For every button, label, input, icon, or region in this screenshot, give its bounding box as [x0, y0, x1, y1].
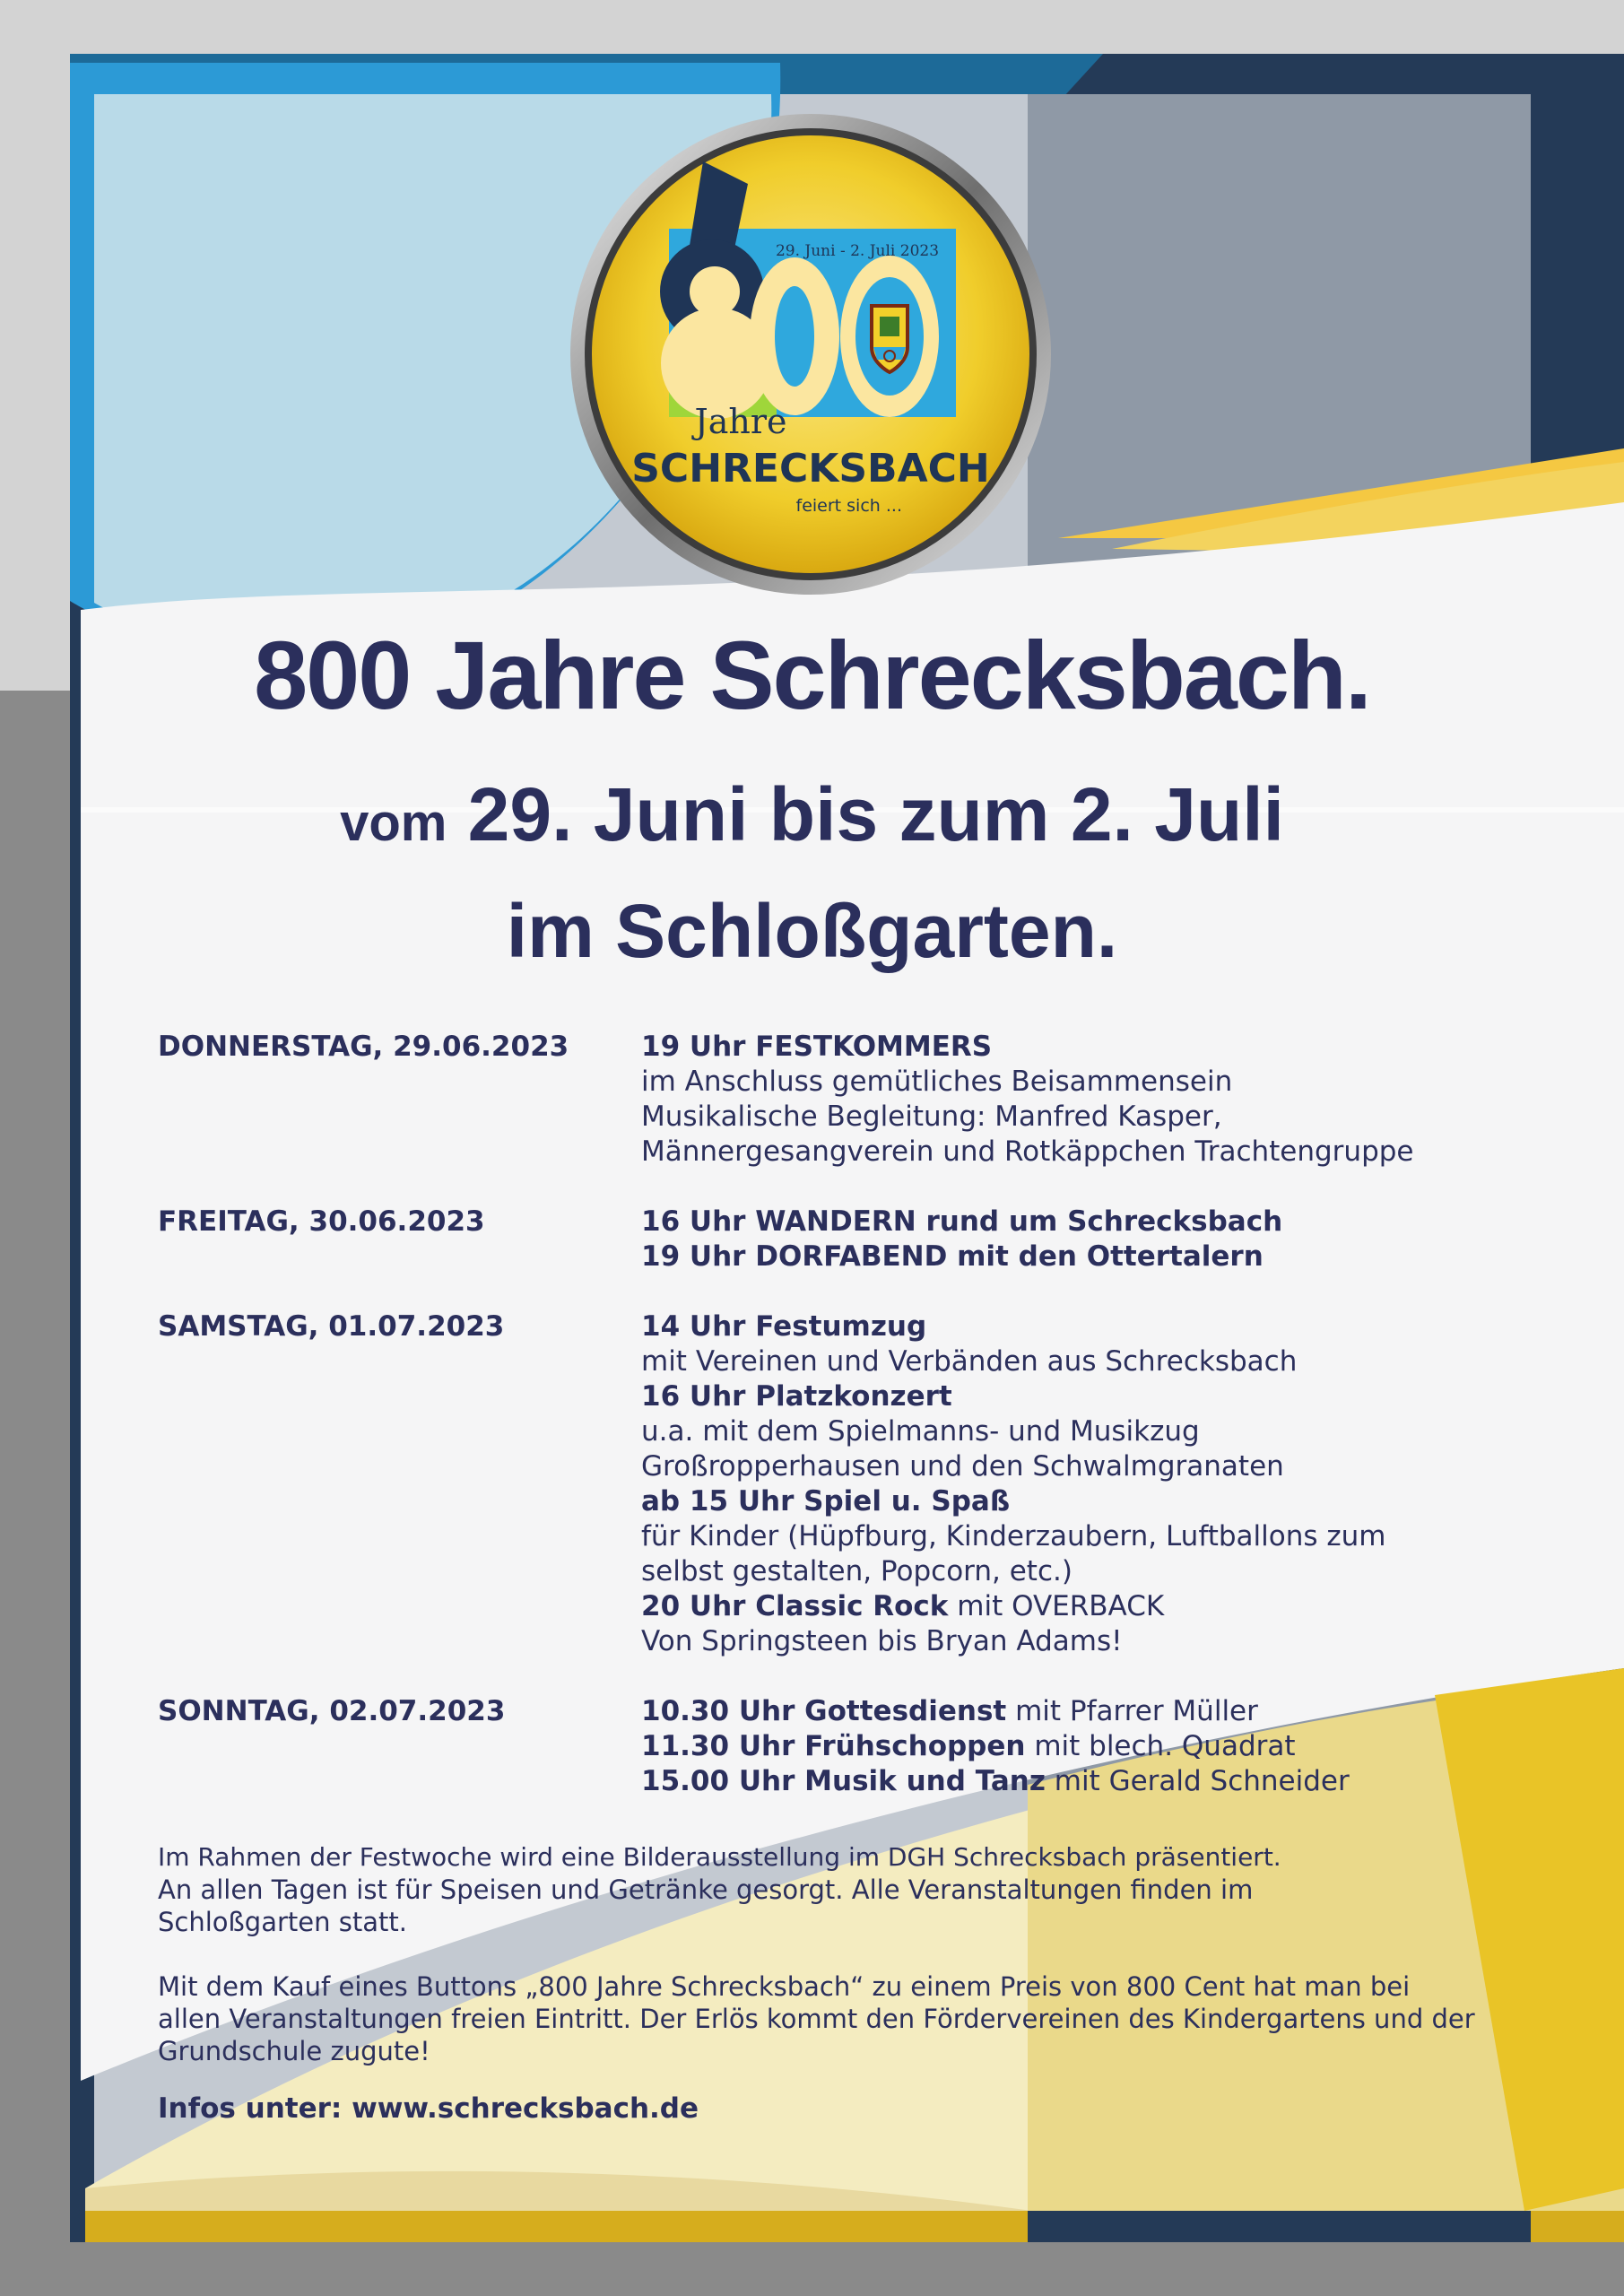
event-line [641, 1694, 1485, 1729]
event-line [641, 1624, 1485, 1659]
event-detail: mit blech. Quadrat [1025, 1730, 1296, 1762]
date-range-text: 29. Juni bis zum 2. Juli [467, 772, 1284, 857]
event-detail: mit Gerald Schneider [1045, 1765, 1350, 1797]
day-events [641, 1030, 1485, 1170]
button-note-line-1: Mit dem Kauf eines Buttons „800 Jahre Schrecksbach“ zu einem Preis von 800 Cent hat man bei [158, 1971, 1411, 2002]
event-line [641, 1519, 1485, 1554]
event-detail: im Anschluss gemütliches Beisammensein [641, 1065, 1233, 1098]
button-note-line-2: allen Veranstaltungen freien Eintritt. Der Erlös kommt den Fördervereinen des Kindergartens und der [158, 2004, 1475, 2034]
program-day [158, 1030, 1485, 1170]
event-line [641, 1414, 1485, 1449]
event-line [641, 1589, 1485, 1624]
event-line [641, 1554, 1485, 1589]
event-line [641, 1484, 1485, 1519]
day-events [641, 1205, 1485, 1274]
event-line [641, 1100, 1485, 1135]
event-line [641, 1205, 1485, 1239]
exhibition-note: Im Rahmen der Festwoche wird eine Bilderausstellung im DGH Schrecksbach präsentiert. [158, 1842, 1281, 1872]
event-highlight: 20 Uhr Classic Rock [641, 1590, 949, 1622]
info-link[interactable]: Infos unter: www.schrecksbach.de [158, 2092, 699, 2125]
event-highlight: ab 15 Uhr Spiel u. Spaß [641, 1485, 1011, 1518]
food-note-line-1: An allen Tagen ist für Speisen und Getränke gesorgt. Alle Veranstaltungen finden im [158, 1874, 1254, 1905]
event-program [158, 1030, 1485, 1834]
event-detail: Musikalische Begleitung: Manfred Kasper, [641, 1100, 1222, 1133]
event-highlight: 19 Uhr DORFABEND mit den Ottertalern [641, 1240, 1264, 1273]
program-day [158, 1694, 1485, 1799]
event-detail: Von Springsteen bis Bryan Adams! [641, 1625, 1123, 1657]
event-detail: selbst gestalten, Popcorn, etc.) [641, 1555, 1073, 1587]
event-highlight: 15.00 Uhr Musik und Tanz [641, 1765, 1046, 1797]
program-day [158, 1205, 1485, 1274]
day-events [641, 1694, 1485, 1799]
event-line [641, 1309, 1485, 1344]
program-day [158, 1309, 1485, 1659]
event-line [641, 1729, 1485, 1764]
date-range-heading [0, 771, 1624, 858]
day-events [641, 1309, 1485, 1659]
venue-heading: im Schloßgarten. [506, 889, 1118, 973]
event-highlight: 10.30 Uhr Gottesdienst [641, 1695, 1007, 1727]
button-note-line-3: Grundschule zugute! [158, 2036, 430, 2066]
logo-town-name: SCHRECKSBACH [631, 446, 990, 491]
food-note-line-2: Schloßgarten statt. [158, 1907, 407, 1937]
event-highlight: 14 Uhr Festumzug [641, 1310, 927, 1343]
event-detail: für Kinder (Hüpfburg, Kinderzaubern, Luftballons zum [641, 1520, 1386, 1552]
event-detail: mit Vereinen und Verbänden aus Schrecksbach [641, 1345, 1298, 1378]
event-highlight: 16 Uhr WANDERN rund um Schrecksbach [641, 1205, 1283, 1238]
event-detail: Großropperhausen und den Schwalmgranaten [641, 1450, 1284, 1483]
vom-word: vom [340, 794, 447, 852]
event-line [641, 1764, 1485, 1799]
event-line [641, 1239, 1485, 1274]
logo-word: Jahre [694, 402, 787, 441]
footer-notes [158, 1841, 1503, 2125]
event-highlight: 16 Uhr Platzkonzert [641, 1380, 952, 1413]
day-label: FREITAG, 30.06.2023 [158, 1205, 485, 1238]
event-line [641, 1449, 1485, 1484]
event-highlight: 19 Uhr FESTKOMMERS [641, 1031, 993, 1063]
event-line [641, 1379, 1485, 1414]
event-detail: u.a. mit dem Spielmanns- und Musikzug [641, 1415, 1200, 1448]
anniversary-logo [569, 112, 1053, 596]
event-line [641, 1030, 1485, 1065]
day-label: SAMSTAG, 01.07.2023 [158, 1310, 505, 1343]
event-line [641, 1344, 1485, 1379]
day-label: SONNTAG, 02.07.2023 [158, 1695, 506, 1727]
event-detail: mit OVERBACK [948, 1590, 1165, 1622]
logo-tagline: feiert sich ... [795, 496, 902, 516]
day-label: DONNERSTAG, 29.06.2023 [158, 1031, 569, 1063]
event-detail: mit Pfarrer Müller [1006, 1695, 1258, 1727]
event-detail: Männergesangverein und Rotkäppchen Trachtengruppe [641, 1135, 1414, 1168]
event-line [641, 1135, 1485, 1170]
logo-date-range: 29. Juni - 2. Juli 2023 [775, 242, 940, 260]
main-title: 800 Jahre Schrecksbach. [254, 621, 1370, 729]
event-line [641, 1065, 1485, 1100]
event-highlight: 11.30 Uhr Frühschoppen [641, 1730, 1026, 1762]
